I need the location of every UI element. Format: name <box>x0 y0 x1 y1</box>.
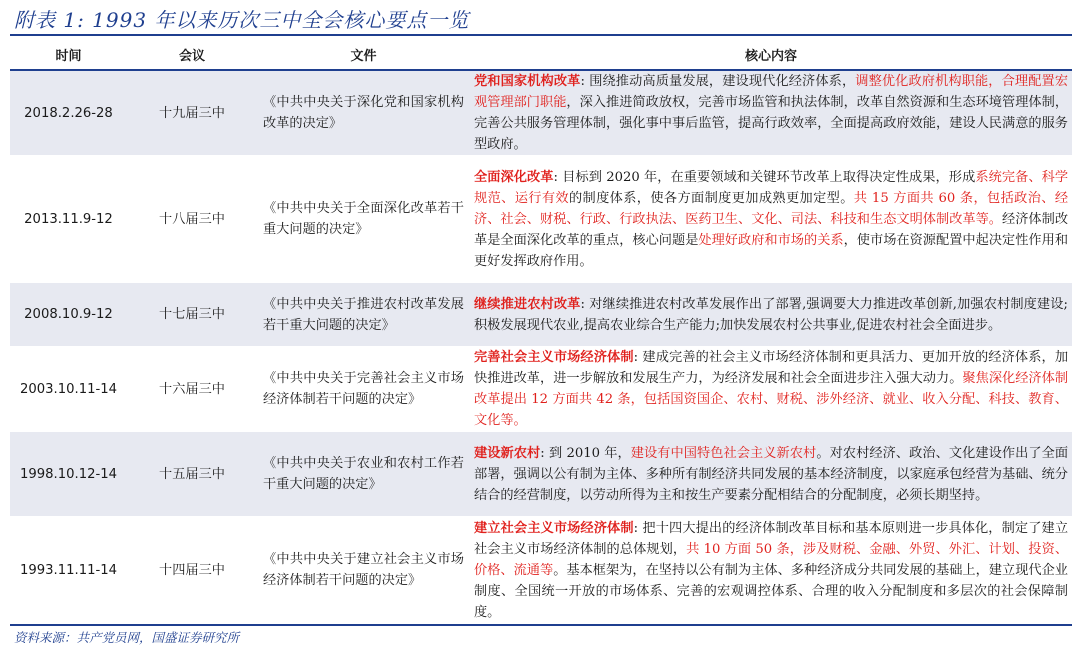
core-text-run: 建设有中国特色社会主义新农村 <box>630 445 817 461</box>
cell-meeting: 十七届三中 <box>127 283 257 347</box>
cell-document: 《中共中央关于农业和农村工作若干重大问题的决定》 <box>257 432 470 517</box>
cell-time: 1993.11.11-14 <box>10 517 127 624</box>
core-text-run: : 目标到 2020 年，在重要领域和关键环节改革上取得决定性成果，形成 <box>553 169 976 185</box>
cell-core <box>470 156 1072 283</box>
table-row <box>10 347 1072 432</box>
table-title: 附表 1: 1993 年以来历次三中全会核心要点一览 <box>14 8 470 32</box>
cell-meeting: 十六届三中 <box>127 347 257 432</box>
table-row <box>10 156 1072 283</box>
core-text-run: 的制度体系，使各方面制度更加成熟更加定型。 <box>568 190 854 206</box>
cell-core <box>470 432 1072 517</box>
cell-core <box>470 70 1072 156</box>
table-row <box>10 283 1072 347</box>
core-text-run: : 围绕推动高质量发展，建设现代化经济体系， <box>580 74 856 89</box>
core-text-run: 调整优化政府机构职能，合理配置宏观管理部门职能 <box>474 74 1069 110</box>
core-heading: 建立社会主义市场经济体制 <box>474 520 634 536</box>
table-row <box>10 517 1072 624</box>
cell-meeting: 十四届三中 <box>127 517 257 624</box>
cell-document: 《中共中央关于建立社会主义市场经济体制若干问题的决定》 <box>257 517 470 624</box>
cell-meeting: 十八届三中 <box>127 156 257 283</box>
cell-core <box>470 347 1072 432</box>
header-row <box>10 39 1072 70</box>
core-text-run: 共 10 方面 50 条，涉及财税、金融、外贸、外汇、计划、投资、价格、流通等 <box>474 541 1069 578</box>
core-text-run: 处理好政府和市场的关系 <box>698 232 844 248</box>
core-text-run: 聚焦深化经济体制改革提出 12 方面共 42 条，包括国资国企、农村、财税、涉外经济、就业、收入分配、科技、教育、文化等。 <box>474 371 1069 428</box>
core-text-run: ，使市场在资源配置中起决定性作用和更好发挥政府作用。 <box>474 232 1069 269</box>
cell-meeting: 十五届三中 <box>127 432 257 517</box>
table-row <box>10 432 1072 517</box>
cell-time: 2013.11.9-12 <box>10 156 127 283</box>
core-text-run: : 到 2010 年， <box>540 445 631 461</box>
source-divider <box>10 624 1072 626</box>
cell-core <box>470 283 1072 347</box>
cell-time: 2018.2.26-28 <box>10 70 127 156</box>
core-text-run: 。对农村经济、政治、文化建设作出了全面部署，强调以公有制为主体、多种所有制经济共同发展的基本经济制度，以家庭承包经营为基础、统分结合的经营制度，以劳动所得为主和按生产要素分配相结合的分配制度，必须长期坚持。 <box>474 445 1069 503</box>
cell-time: 2003.10.11-14 <box>10 347 127 432</box>
cell-document: 《中共中央关于推进农村改革发展若干重大问题的决定》 <box>257 283 470 347</box>
core-heading: 建设新农村 <box>474 445 541 461</box>
core-heading: 继续推进农村改革 <box>474 296 581 312</box>
core-heading: 完善社会主义市场经济体制 <box>474 350 634 365</box>
core-text-run: ，深入推进简政放权，完善市场监管和执法体制，改革自然资源和生态环境管理体制，完善公共服务管理体制，强化事中事后监管，提高行政效率，全面提高政府效能，建设人民满意的服务型政府。 <box>474 95 1069 152</box>
core-text-run: : 对继续推进农村改革发展作出了部署,强调要大力推进改革创新,加强农村制度建设;积极发展现代农业,提高农业综合生产能力;加快发展农村公共事业,促进农村社会全面进步。 <box>474 296 1068 333</box>
cell-document: 《中共中央关于完善社会主义市场经济体制若干问题的决定》 <box>257 347 470 432</box>
core-heading: 全面深化改革 <box>474 169 554 185</box>
header-time: 时间 <box>10 39 127 70</box>
header-core: 核心内容 <box>470 39 1072 70</box>
cell-document: 《中共中央关于全面深化改革若干重大问题的决定》 <box>257 156 470 283</box>
header-meeting: 会议 <box>127 39 257 70</box>
core-text-run: 系统完备、科学规范、运行有效 <box>474 169 1069 206</box>
plenary-table <box>10 39 1072 624</box>
header-document: 文件 <box>257 39 470 70</box>
cell-time: 1998.10.12-14 <box>10 432 127 517</box>
table-row <box>10 70 1072 156</box>
cell-core <box>470 517 1072 624</box>
cell-time: 2008.10.9-12 <box>10 283 127 347</box>
core-text-run: 。基本框架为，在坚持以公有制为主体、多种经济成分共同发展的基础上，建立现代企业制度、全国统一开放的市场体系、完善的宏观调控体系、合理的收入分配制度和多层次的社会保障制度。 <box>474 562 1068 620</box>
core-text-run: : 建成完善的社会主义市场经济体制和更具活力、更加开放的经济体系，加快推进改革，进一步解放和发展生产力，为经济发展和社会全面进步注入强大动力。 <box>474 350 1069 386</box>
core-text-run: 经济体制改革是全面深化改革的重点，核心问题是 <box>474 211 1069 248</box>
cell-meeting: 十九届三中 <box>127 70 257 156</box>
cell-document: 《中共中央关于深化党和国家机构改革的决定》 <box>257 70 470 156</box>
source-note: 资料来源：共产党员网，国盛证券研究所 <box>14 630 240 645</box>
core-text-run: : 把十四大提出的经济体制改革目标和基本原则进一步具体化，制定了建立社会主义市场经济体制的总体规划， <box>474 520 1069 557</box>
core-text-run: 共 15 方面共 60 条，包括政治、经济、社会、财税、行政、行政执法、医药卫生、文化、司法、科技和生态文明体制改革等。 <box>474 190 1069 227</box>
core-heading: 党和国家机构改革 <box>474 74 581 89</box>
title-divider <box>10 34 1072 36</box>
